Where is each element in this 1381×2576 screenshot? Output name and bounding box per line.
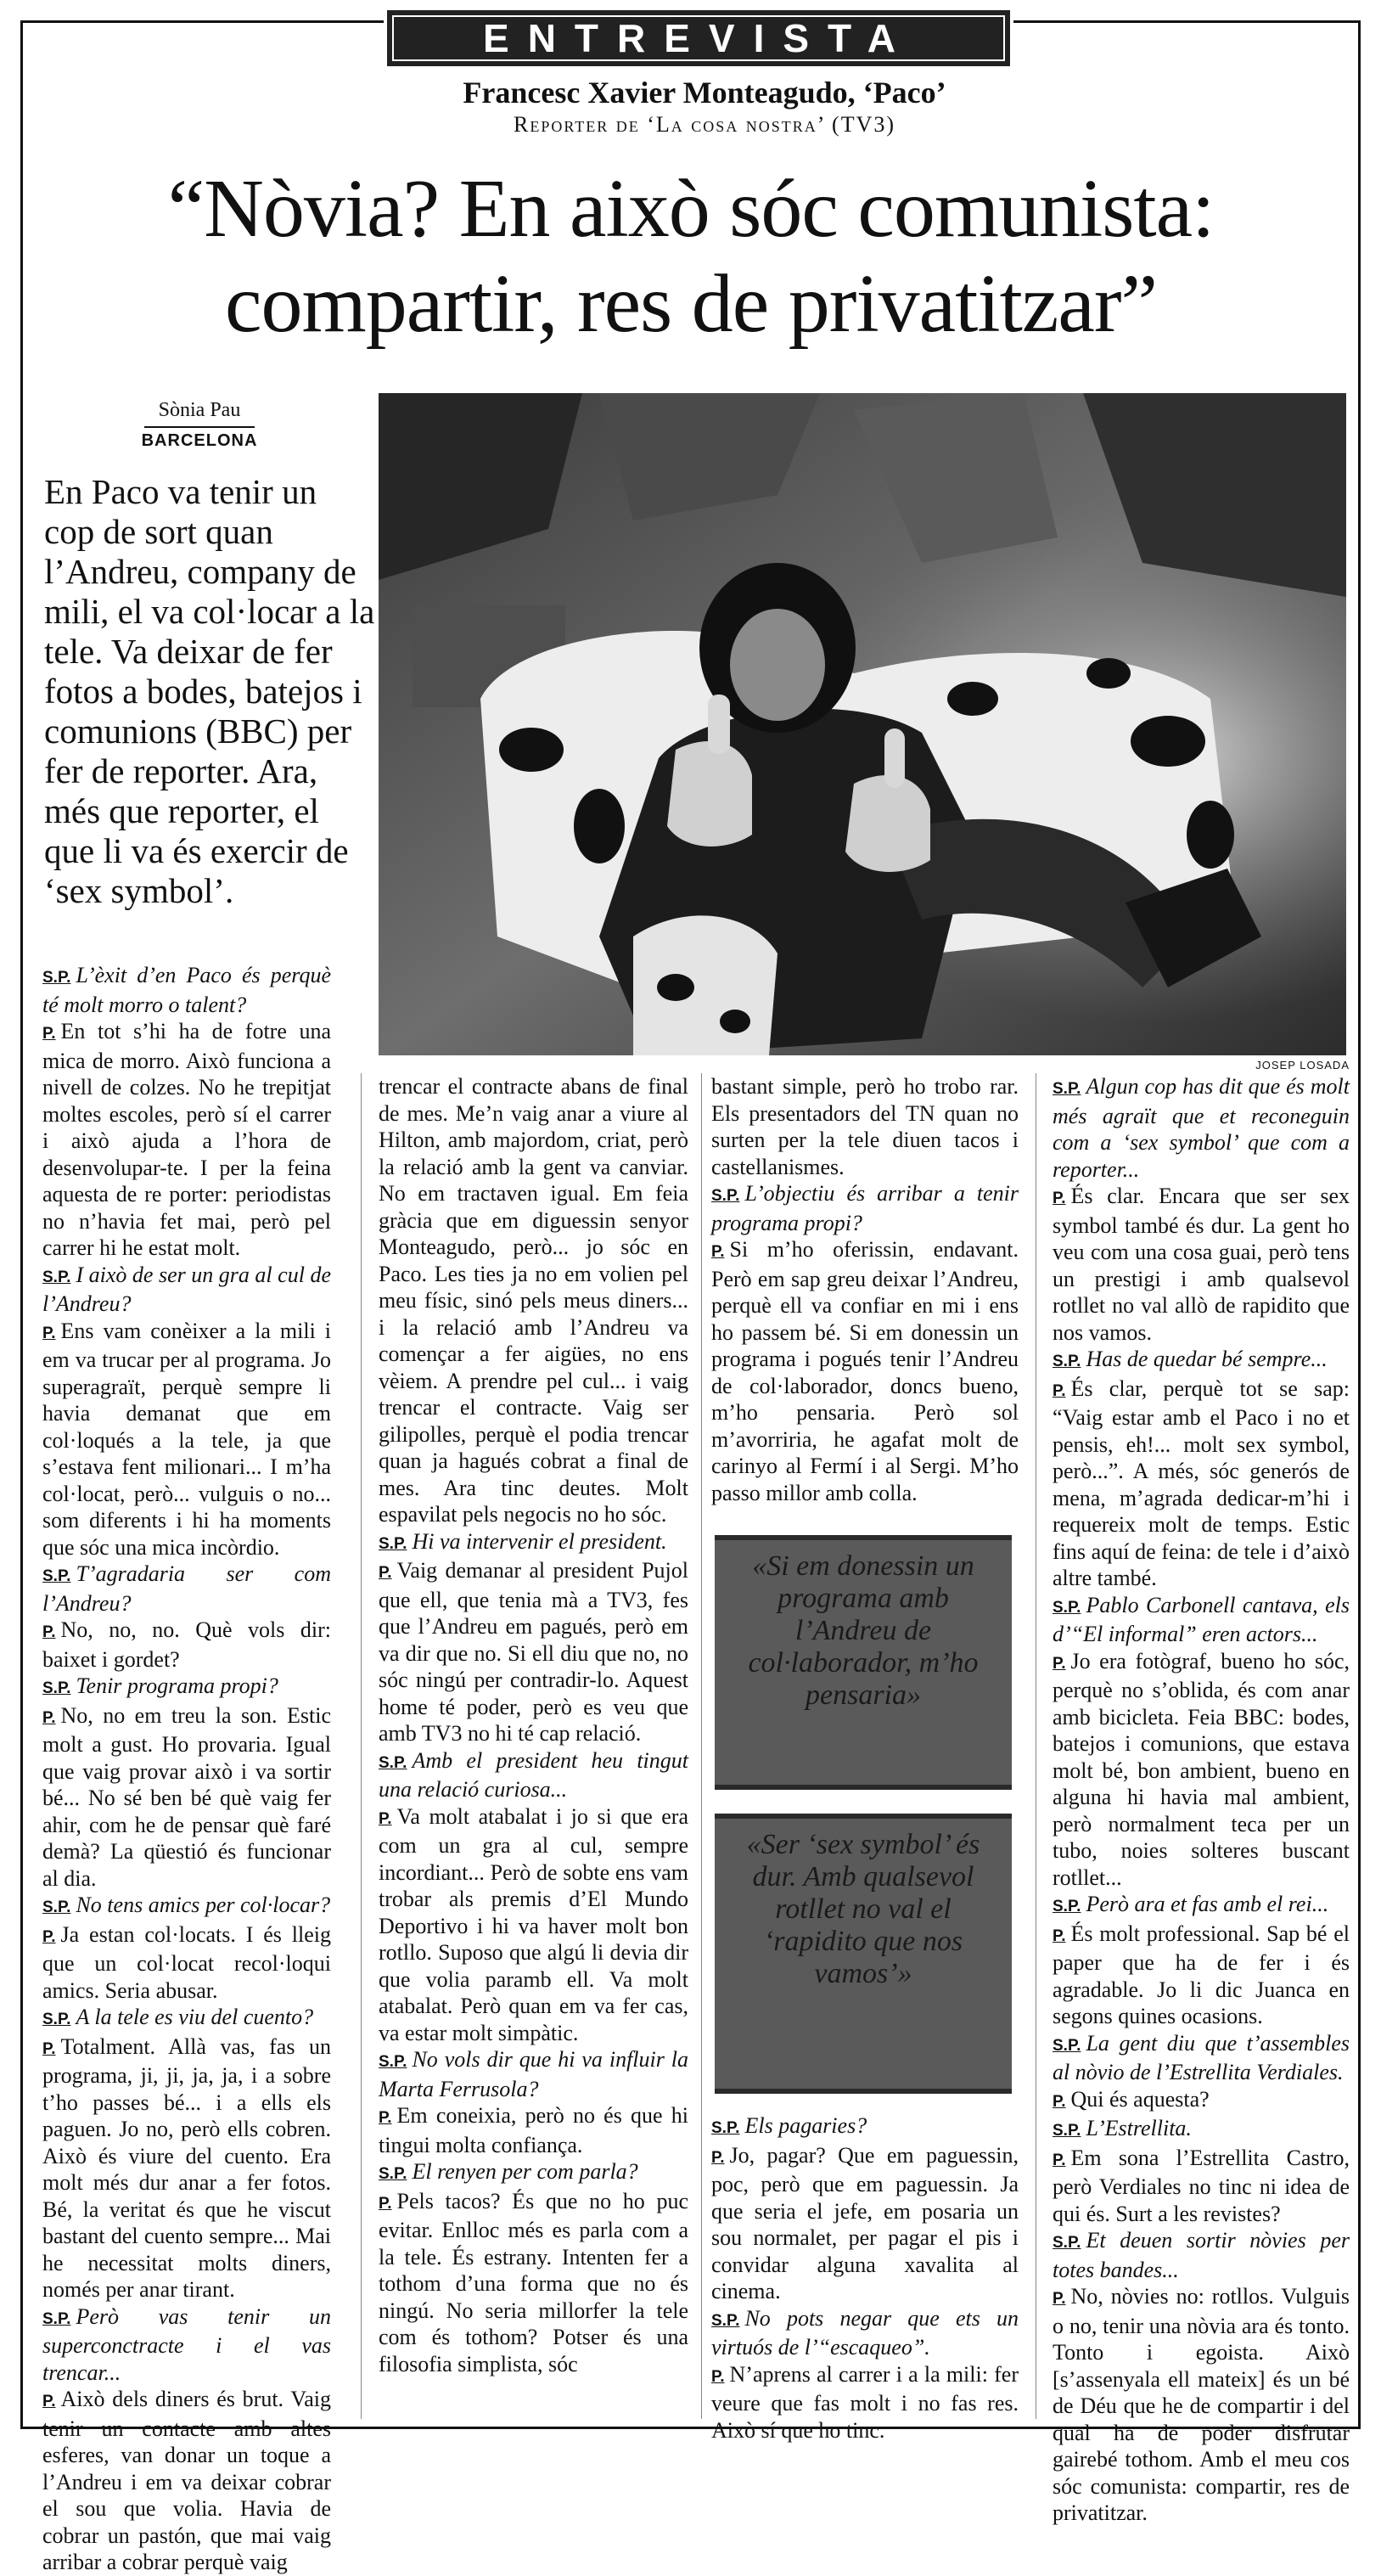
continued-text [379,1073,688,1528]
answer [1053,1375,1350,1592]
answer [379,1803,688,2047]
answer [42,2033,331,2303]
question [42,962,331,1018]
paragraph-text: Vaig demanar al president Pujol que ell, que tenia mà a TV3, fes que l’Andreu em pagués, però em va dir que no. Si ell diu que no, no sóc ningú per contradir-lo. Aquest home té poder, però es veu que amb TV3 no hi té cap relació. [379,1558,688,1746]
question [42,1262,331,1318]
question [711,2305,1019,2361]
pull-quote-1: «Si em donessin un programa amb l’Andreu de col·laborador, m’ho pensaria» [715,1535,1012,1790]
interviewer-marker: S.P. [1053,1898,1081,1915]
column-3-continued [711,2112,1019,2444]
paragraph-text: Has de quedar bé sempre... [1086,1347,1328,1371]
question [711,1180,1019,1236]
interviewer-marker: S.P. [379,1753,407,1772]
column-rule-2 [701,1073,702,2419]
interviewee-role: Reporter de ‘La cosa nostra’ (TV3) [513,112,896,137]
interviewer-marker: S.P. [1053,1080,1081,1098]
question [1053,2227,1350,2283]
interviewee-marker: P. [42,1623,56,1641]
answer [42,1018,331,1262]
photo-illustration [379,393,1346,1055]
interviewee-marker: P. [711,1243,725,1261]
interviewer-marker: S.P. [711,1187,740,1205]
interviewee-marker: P. [42,2039,56,2058]
column-rule-1 [361,1073,362,2419]
paragraph-text: A la tele es viu del cuento? [76,2005,314,2029]
question [1053,2115,1350,2145]
paragraph-text: És clar. Encara que ser sex symbol també és dur. La gent ho veu com una cosa guai, però tens un prestigi i amb qualsevol rotllet no val allò de rapidito que nos vamos. [1053,1184,1350,1345]
byline-city: BARCELONA [141,431,258,450]
question [1053,1891,1350,1921]
interview-photo [379,393,1346,1055]
answer [42,1702,331,1893]
paragraph-text: Això dels diners és brut. Vaig tenir un contacte amb altes esferes, van donar un toque a l’Andreu i em va deixar cobrar el sou que volia. Havia de cobrar un pastón, que mai vaig arribar a cobrar perquè vaig [42,2387,331,2574]
interviewee-marker: P. [1053,1926,1066,1945]
headline-line-1: “Nòvia? En això sóc comunista: [167,163,1215,255]
interviewee-marker: P. [42,1025,56,1043]
interviewee-marker: P. [711,2367,725,2386]
paragraph-text: El renyen per com parla? [412,2159,638,2184]
interviewer-marker: S.P. [42,1268,71,1286]
answer [379,1557,688,1747]
headline-line-2: compartir, res de privatitzar” [225,258,1157,350]
interviewee-marker: P. [711,2148,725,2167]
interviewer-marker: S.P. [42,1567,71,1585]
interviewee-marker: P. [379,2109,392,2127]
interviewee-marker: P. [42,1927,56,1946]
paragraph-text: I això de ser un gra al cul de l’Andreu? [42,1262,331,1316]
question [379,1528,688,1558]
interviewee-marker: P. [379,1564,392,1582]
interviewer-marker: S.P. [711,2311,740,2330]
interviewer-marker: S.P. [1053,2036,1081,2055]
column-4 [1053,1073,1350,2527]
answer [1053,1183,1350,1346]
interviewee-marker: P. [1053,2151,1066,2169]
question [1053,1346,1350,1375]
interviewer-marker: S.P. [42,1898,71,1916]
paragraph-text: Qui és aquesta? [1070,2086,1210,2112]
paragraph-text: Ja estan col·locats. I és lleig que un col·locat recol·loqui amics. Seria abusar. [42,1921,331,2003]
paragraph-text: Pels tacos? És que no ho puc evitar. Enlloc més es parla com a la tele. És estrany. Intenten fer a tothom d’una forma que no és ningú. No seria millorfer la tele com és tothom? Potser és una filosofia simplista, sóc [379,2188,688,2376]
interviewee-marker: P. [379,2194,392,2213]
answer [42,2386,331,2576]
paragraph-text: No, nòvies no: rotllos. Vulguis o no, tenir una nòvia ara és tonto. Tonto i egoista. Això [s’assenyala ell mateix] és un bé de Déu que he de compartir i del qual ha de poder disfrutar gairebé tothom. Amb el meu cos sóc comunista: compartir, res de privatitzar. [1053,2284,1350,2525]
paragraph-text: La gent diu que t’assembles al nòvio de l’Estrellita Verdiales. [1053,2030,1350,2084]
paragraph-text: Tenir programa propi? [76,1673,278,1698]
question [1053,1073,1350,1183]
question [379,2158,688,2188]
photo-credit: JOSEP LOSADA [1255,1059,1350,1071]
answer [711,2142,1019,2305]
column-1 [42,962,331,2576]
paragraph-text: Si m’ho oferissin, endavant. Però em sap greu deixar l’Andreu, perquè ell va confiar en mi i ens ho passem bé. Si em donessin un programa i pogués tenir l’Andreu de col·laborador, doncs bueno, m’ho pensaria. Però sol m’avorriria, he agafat molt de carinyo al Fermí i al Sergi. M’ho passo millor amb colla. [711,1237,1019,1505]
answer [711,2361,1019,2444]
byline-author: Sònia Pau [158,399,241,421]
paragraph-text: En tot s’hi ha de fotre una mica de morro. Això funciona a nivell de colzes. No he trepitjat moltes escoles, però sí el carrer i això ajuda a l’hora de desenvolupar-te. I per la feina aquesta de re porter: periodistas no n’havia fet mai, però pel carrer hi he estat molt. [42,1019,331,1260]
interviewer-marker: S.P. [1053,2122,1081,2140]
question [42,1561,331,1617]
question [42,1673,331,1702]
question [42,2004,331,2033]
question [42,2303,331,2387]
headline [37,161,1345,352]
paragraph-text: Amb el president heu tingut una relació curiosa... [379,1747,688,1802]
page-frame-right [1358,20,1361,2428]
interviewee-marker: P. [379,1809,392,1828]
paragraph-text: No vols dir que hi va influir la Marta Ferrusola? [379,2047,688,2101]
interviewee-marker: P. [1053,1654,1066,1673]
page-frame-top-left [20,20,384,23]
paragraph-text: N’aprens al carrer i a la mili: fer veure que fas molt i no fas res. Això sí que ho tinc. [711,2361,1019,2443]
question [42,1892,331,1921]
interviewer-marker: S.P. [1053,1353,1081,1370]
answer [1053,1648,1350,1892]
interviewer-marker: S.P. [1053,1598,1081,1617]
interviewee-marker: P. [42,1708,56,1727]
column-2 [379,1073,688,2377]
answer [42,1318,331,1561]
interviewee-marker: P. [42,1324,56,1342]
paragraph-text: L’objectiu és arribar a tenir programa propi? [711,1181,1019,1235]
pull-quote-2: «Ser ‘sex symbol’ és dur. Amb qualsevol rotllet no val el ‘rapidito que nos vamos’» [715,1814,1012,2094]
question [711,2112,1019,2142]
paragraph-text: Jo era fotògraf, bueno ho sóc, perquè no s’oblida, és com anar amb bicicleta. Feia BBC: bodes, batejos i comunions, que estava molt bé, bon ambient, bueno en alguna hi havia mal ambient, però normalment teca per un tubo, noies solteres buscant rotllet... [1053,1648,1350,1890]
paragraph-text: bastant simple, però ho trobo rar. Els presentadors del TN quan no surten per la tele diuen tacos i castellanismes. [711,1074,1019,1179]
interviewee-name: Francesc Xavier Monteagudo, ‘Paco’ [463,76,946,110]
lead-paragraph: En Paco va tenir un cop de sort quan l’Andreu, company de mili, el va col·locar a la tele. Va deixar de fer fotos a bodes, batejos i comunions (BBC) per fer de reporter. Ara, més que reporter, el que li va és exercir de ‘sex symbol’. [44,472,375,910]
question [379,2046,688,2102]
paragraph-text: Algun cop has dit que és molt més agraït que et reconeguin com a ‘sex symbol’ que com a reporter... [1053,1074,1350,1182]
interviewer-marker: S.P. [1053,2234,1081,2252]
answer [1053,1921,1350,2030]
answer [42,1921,331,2005]
section-tag: ENTREVISTA [387,10,1010,66]
interviewer-marker: S.P. [42,969,71,987]
interviewer-marker: S.P. [379,2053,407,2071]
paragraph-text: L’Estrellita. [1086,2116,1192,2140]
interviewee-marker: P. [1053,1381,1066,1400]
paragraph-text: No tens amics per col·locar? [76,1893,331,1917]
paragraph-text: És molt professional. Sap bé el paper que ha de fer i és agradable. Jo li dic Juanca en segons quines ocasions. [1053,1921,1350,2028]
paragraph-text: Però ara et fas amb el rei... [1086,1892,1329,1916]
answer [379,2102,688,2158]
interviewee-marker: P. [1053,2290,1066,2308]
question [1053,2030,1350,2086]
paragraph-text: És clar, perquè tot se sap: “Vaig estar amb el Paco i no et pensis, eh!... molt sex symbol, però...”. A més, sóc generós de mena, m’agrada dedicar-m’hi i requereix molt de temps. Estic fins aquí de feina: de tele i d’això altre també. [1053,1375,1350,1590]
byline-rule [144,426,255,428]
interviewer-marker: S.P. [42,2011,71,2028]
paragraph-text: Jo, pagar? Que em paguessin, poc, però que em paguessin. Ja que seria el jefe, em posaria un sou normalet, per pagar el pis i convidar alguna xavalita al cinema. [711,2142,1019,2303]
paragraph-text: Et deuen sortir nòvies per totes bandes... [1053,2228,1350,2282]
paragraph-text: Però vas tenir un superconctracte i el vas trencar... [42,2303,331,2385]
column-3 [711,1073,1019,1506]
answer [1053,2145,1350,2228]
answer [1053,2283,1350,2527]
paragraph-text: Els pagaries? [744,2113,867,2138]
interviewer-marker: S.P. [379,1534,407,1553]
question [1053,1592,1350,1648]
paragraph-text: L’èxit d’en Paco és perquè té molt morro o talent? [42,963,331,1017]
page-frame-top-right [1013,20,1361,23]
interviewee-marker: P. [1053,1190,1066,1207]
paragraph-text: Ens vam conèixer a la mili i em va trucar per al programa. Jo superagraït, perquè sempre li havia demanat que em col·loqués a la tele, ja que s’estava fent milionari... I m’ha col·locat, però... vulguis o no... som diferents i hi ha moments que sóc una mica incòrdio. [42,1318,331,1560]
question [379,1747,688,1803]
paragraph-text: No, no em treu la son. Estic molt a gust. Ho provaria. Igual que vaig provar això i va sortir bé... No sé ben bé què vaig fer ahir, com he de pensar què faré demà? La qüestió és funcionar al dia. [42,1702,331,1891]
paragraph-text: Hi va intervenir el president. [412,1528,667,1554]
paragraph-text: trencar el contracte abans de final de mes. Me’n vaig anar a viure al Hilton, amb majordom, criat, però la relació amb la gent va canviar. No em tractaven igual. Em feia gràcia que em diguessin senyor Monteagudo, però... jo sóc en Paco. Les ties ja no em volien pel meu físic, sinó pels meus diners... i la relació amb l’Andreu va començar a fer aigües, no ens vèiem. A prendre pel cul... i vaig trencar el contracte. Vaig ser gilipolles, perquè el podia trencar quan ja hagués cobrat a final de mes. Ara tinc deutes. Molt espavilat pels negocis no ho sóc. [379,1074,688,1527]
answer [379,2188,688,2378]
paragraph-text: Em coneixia, però no és que hi tingui molta confiança. [379,2103,688,2157]
paragraph-text: T’agradaria ser com l’Andreu? [42,1561,331,1616]
paragraph-text: Va molt atabalat i jo si que era com un gra al cul, sempre incordiant... Però de sobte ens vam trobar als premis d’El Mundo Deportivo i hi va haver molt bon rotllo. Suposo que algú li devia dir que volia paramb ell. Va molt atabalat. Però quan em va fer cas, va estar molt simpàtic. [379,1803,688,2045]
paragraph-text: Totalment. Allà vas, fas un programa, ji, ji, ja, ja, i a sobre t’ho passes bé... i a ells els paguen. Jo no, però ells cobren. Això és viure del cuento. Era molt més dur anar a fer fotos. Bé, la veritat és que he viscut bastant del cuento sempre... Mai he necessitat molts diners, només per anar tirant. [42,2033,331,2302]
interviewee-marker: P. [1053,2092,1066,2111]
interviewer-marker: S.P. [42,1679,71,1697]
paragraph-text: No, no, no. Què vols dir: baixet i gordet? [42,1617,331,1672]
interviewer-marker: S.P. [42,2309,71,2328]
answer [1053,2086,1350,2116]
interviewer-marker: S.P. [711,2119,740,2137]
paragraph-text: Em sona l’Estrellita Castro, però Verdiales no tinc ni idea de qui és. Surt a les revistes? [1053,2145,1350,2226]
answer [711,1236,1019,1506]
interviewee-marker: P. [42,2393,56,2410]
continued-text [711,1073,1019,1180]
page-frame-left [20,20,23,2428]
interviewer-marker: S.P. [379,2165,407,2183]
paragraph-text: No pots negar que ets un virtuós de l’“escaqueo”. [711,2305,1019,2359]
paragraph-text: Pablo Carbonell cantava, els d’“El informal” eren actors... [1053,1592,1350,1646]
answer [42,1617,331,1673]
